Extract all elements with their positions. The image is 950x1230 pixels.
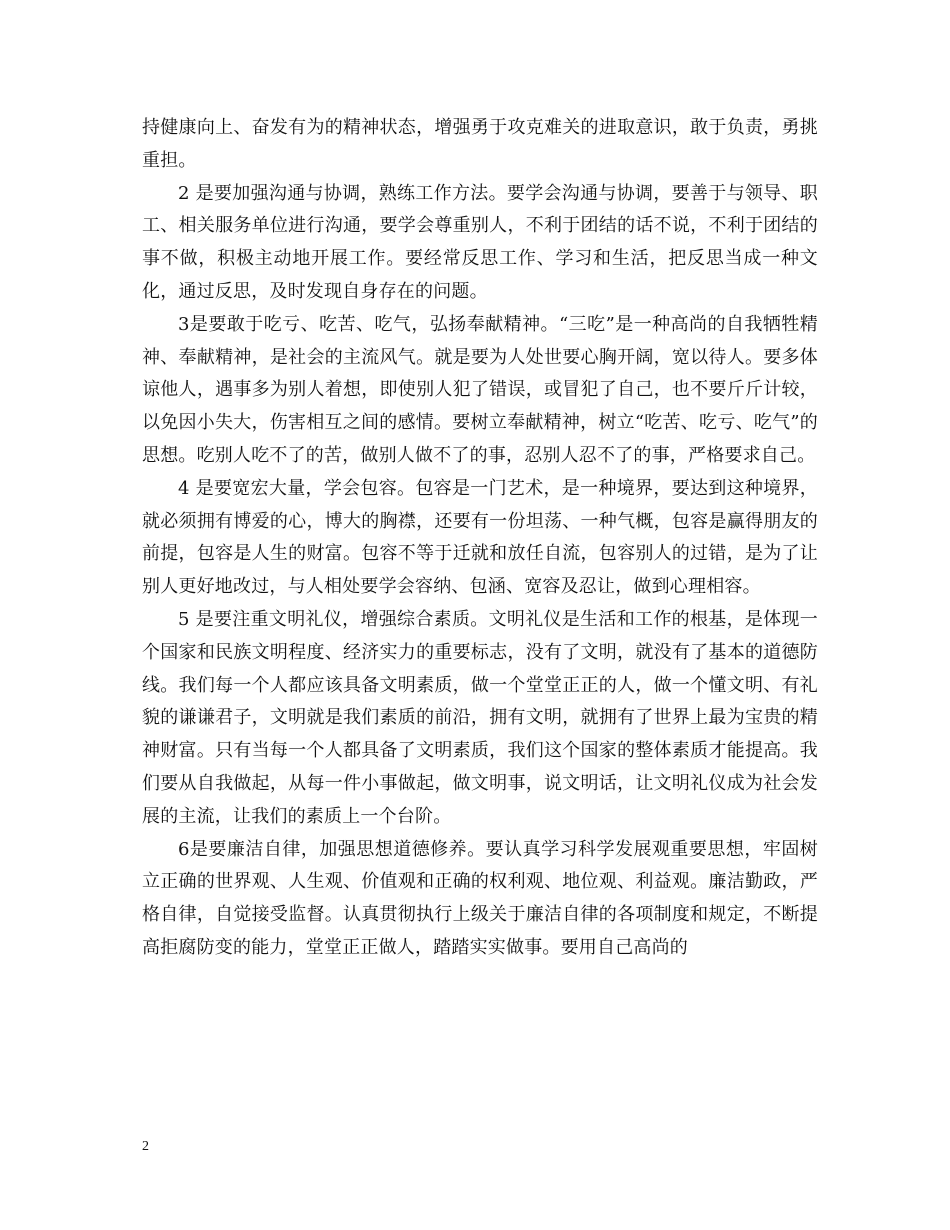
paragraph-5: 5 是要注重文明礼仪，增强综合素质。文明礼仪是生活和工作的根基，是体现一个国家和民族文明程度、经济实力的重要标志，没有了文明，就没有了基本的道德防线。我们每一个人都应该具备文明素质，做一个堂堂正正的人，做一个懂文明、有礼貌的谦谦君子，文明就是我们素质的前沿，拥有文明，就拥有了世界上最为宝贵的精神财富。只有当每一个人都具备了文明素质，我们这个国家的整体素质才能提高。我们要从自我做起，从每一件小事做起，做文明事，说文明话，让文明礼仪成为社会发展的主流，让我们的素质上一个台阶。: [142, 608, 818, 827]
paragraph-2: 2 是要加强沟通与协调，熟练工作方法。要学会沟通与协调，要善于与领导、职工、相关服务单位进行沟通，要学会尊重别人，不利于团结的话不说，不利于团结的事不做，积极主动地开展工作。要经常反思工作、学习和生活，把反思当成一种文化，通过反思，及时发现自身存在的问题。: [142, 182, 818, 302]
page-number: 2: [142, 1139, 149, 1154]
paragraph-3: 3是要敢于吃亏、吃苦、吃气，弘扬奉献精神。“三吃”是一种高尚的自我牺牲精神、奉献精神，是社会的主流风气。就是要为人处世要心胸开阔，宽以待人。要多体谅他人，遇事多为别人着想，即使别人犯了错误，或冒犯了自己，也不要斤斤计较，以免因小失大，伤害相互之间的感情。要树立奉献精神，树立“吃苦、吃亏、吃气”的思想。吃别人吃不了的苦，做别人做不了的事，忍别人忍不了的事，严格要求自己。: [142, 313, 818, 466]
paragraph-4: 4 是要宽宏大量，学会包容。包容是一门艺术，是一种境界，要达到这种境界，就必须拥有博爱的心，博大的胸襟，还要有一份坦荡、一种气概，包容是赢得朋友的前提，包容是人生的财富。包容不等于迁就和放任自流，包容别人的过错，是为了让别人更好地改过，与人相处要学会容纳、包涵、宽容及忍让，做到心理相容。: [142, 477, 818, 598]
document-body: [142, 112, 818, 965]
paragraph-6: 6是要廉洁自律，加强思想道德修养。要认真学习科学发展观重要思想，牢固树立正确的世界观、人生观、价值观和正确的权利观、地位观、利益观。廉洁勤政，严格自律，自觉接受监督。认真贯彻执行上级关于廉洁自律的各项制度和规定，不断提高拒腐防变的能力，堂堂正正做人，踏踏实实做事。要用自己高尚的: [142, 838, 818, 958]
paragraph-continued: 持健康向上、奋发有为的精神状态，增强勇于攻克难关的进取意识，敢于负责，勇挑重担。: [142, 117, 818, 171]
